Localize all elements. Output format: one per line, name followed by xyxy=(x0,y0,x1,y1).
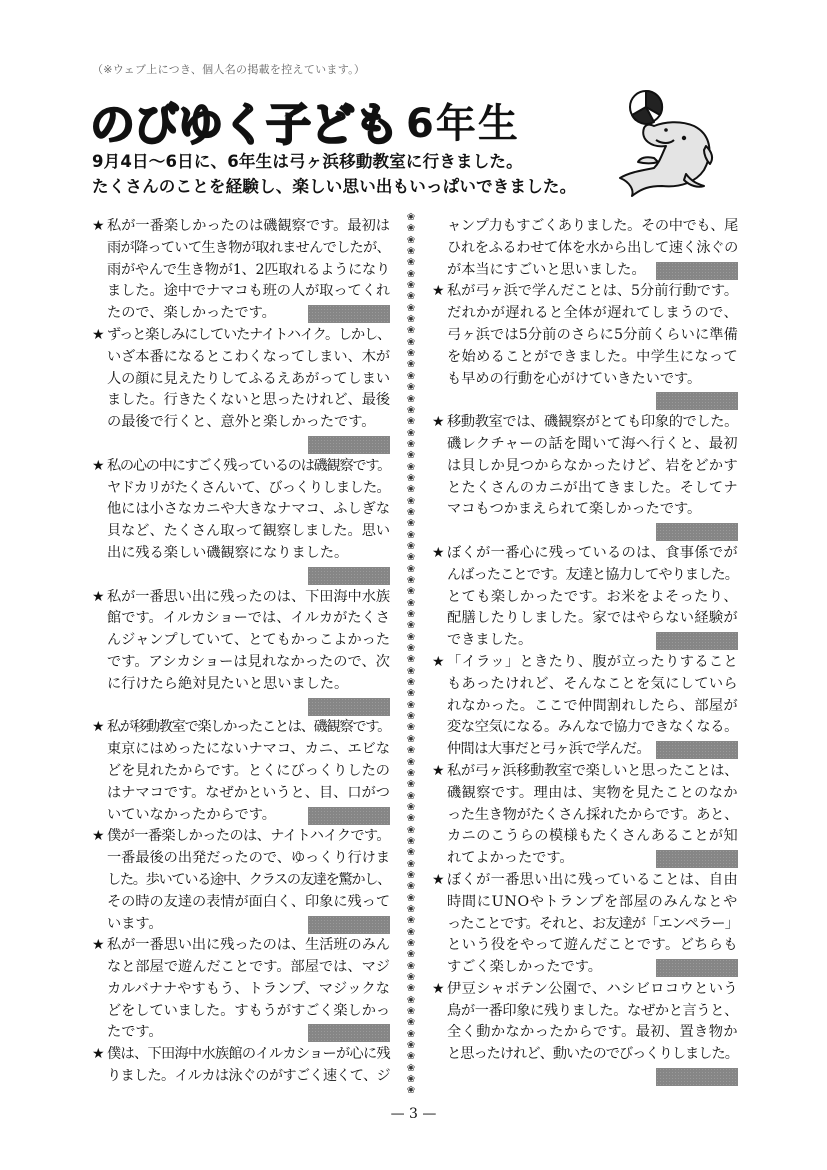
comment-entry xyxy=(92,826,392,935)
comment-entry xyxy=(432,543,740,652)
flower-icon: ❀ xyxy=(406,779,416,791)
flower-icon: ❀ xyxy=(406,1062,416,1074)
comment-line xyxy=(92,281,392,303)
comment-text: とたくさんのカニが出てきました。そしてナ xyxy=(447,479,738,496)
flower-icon: ❀ xyxy=(406,427,416,439)
dolphin-with-beach-ball-icon xyxy=(600,82,750,207)
flower-icon: ❀ xyxy=(406,1074,416,1086)
flower-icon: ❀ xyxy=(406,620,416,632)
comment-text: 変な空気になる。みんなで協力できなくなる。 xyxy=(447,719,738,736)
page-title xyxy=(90,88,520,153)
comment-line xyxy=(92,412,392,434)
comment-text: たです。 xyxy=(107,1024,163,1041)
redacted-name-box xyxy=(656,632,738,650)
comment-text: んばったことです。友達と協力してやりました。 xyxy=(447,566,738,583)
flower-icon: ❀ xyxy=(406,552,416,564)
flower-icon: ❀ xyxy=(406,472,416,484)
comment-text: マコもつかまえられて楽しかったです。 xyxy=(447,501,702,518)
comment-text: 雨がやんで生き物が1、2匹取れるようになり xyxy=(107,261,390,278)
comment-line xyxy=(432,1022,740,1044)
comment-line xyxy=(432,761,740,783)
comment-entry xyxy=(432,870,740,979)
flower-icon: ❀ xyxy=(406,994,416,1006)
comment-line xyxy=(92,979,392,1001)
comment-text: いざ本番になるとこわくなってしまい、木が xyxy=(107,348,390,365)
flower-icon: ❀ xyxy=(406,370,416,382)
comment-line xyxy=(432,587,740,609)
comment-line xyxy=(92,390,392,412)
flower-icon: ❀ xyxy=(406,393,416,405)
comment-text: 人の顔に見えたりしてふるえあがってしまい xyxy=(107,370,390,387)
star-bullet-icon: ★ xyxy=(92,326,105,343)
comment-text: 東京にはめったにないナマコ、カニ、エビな xyxy=(107,741,391,758)
comment-line xyxy=(92,674,392,696)
flower-icon: ❀ xyxy=(406,359,416,371)
comment-line xyxy=(432,303,740,325)
comment-line xyxy=(92,652,392,674)
comment-line xyxy=(432,870,740,892)
flower-icon: ❀ xyxy=(406,892,416,904)
redacted-name-box xyxy=(308,305,390,323)
comment-text: の最後で行くと、意外と楽しかったです。 xyxy=(107,414,376,431)
flower-icon: ❀ xyxy=(406,1040,416,1052)
comment-text: った生き物がたくさん採れたからです。あと、 xyxy=(447,806,738,823)
comment-text: どをしていました。すもうがすごく楽しかっ xyxy=(107,1002,390,1019)
flower-icon: ❀ xyxy=(406,733,416,745)
comment-text: 出に残る楽しい磯観察になりました。 xyxy=(107,544,349,561)
comment-entry xyxy=(432,412,740,543)
comment-line xyxy=(432,325,740,347)
flower-icon: ❀ xyxy=(406,835,416,847)
redacted-name-box xyxy=(656,523,738,541)
comment-line xyxy=(432,347,740,369)
flower-icon: ❀ xyxy=(406,1051,416,1063)
redaction-line xyxy=(92,434,392,456)
comment-entry xyxy=(92,587,392,718)
comment-text: ヤドカリがたくさんいて、びっくりしました。 xyxy=(107,479,390,496)
comment-line xyxy=(92,608,392,630)
flower-icon: ❀ xyxy=(406,1085,416,1097)
redacted-name-box xyxy=(656,392,738,410)
comment-text: ずっと楽しみにしていたナイトハイク。しかし、 xyxy=(107,326,390,343)
comment-text: ャンプ力もすごくありました。その中でも、尾 xyxy=(447,218,738,234)
comment-line xyxy=(92,543,392,565)
comment-entry xyxy=(92,1044,392,1088)
comment-text: はナマコです。なぜかというと、目、口がつ xyxy=(107,784,390,801)
comment-text: ひれをふるわせて体を水から出して速く泳ぐの xyxy=(447,239,738,256)
comment-entry xyxy=(432,979,740,1088)
comment-line xyxy=(432,892,740,914)
flower-icon: ❀ xyxy=(406,654,416,666)
privacy-note: （※ウェブ上につき、個人名の掲載を控えています。） xyxy=(92,63,366,76)
star-bullet-icon: ★ xyxy=(432,762,445,779)
comment-line xyxy=(432,957,740,979)
comment-text: 私の心の中にすごく残っているのは磯観察です。 xyxy=(107,457,390,474)
comment-text: 僕が一番楽しかったのは、ナイトハイクです。 xyxy=(107,828,390,845)
comment-line xyxy=(432,914,740,936)
comment-text: 鳥が一番印象に残りました。なぜかと言うと、 xyxy=(447,1002,738,1019)
comment-line xyxy=(92,260,392,282)
flower-icon: ❀ xyxy=(406,609,416,621)
redacted-name-box xyxy=(308,916,390,934)
comment-line xyxy=(92,630,392,652)
flower-icon: ❀ xyxy=(406,881,416,893)
comment-line xyxy=(432,1001,740,1023)
comment-text: 伊豆シャボテン公園で、ハシビロコウという xyxy=(447,980,738,997)
star-bullet-icon: ★ xyxy=(92,218,105,234)
comment-text: も早めの行動を心がけていきたいです。 xyxy=(447,370,702,387)
flower-icon: ❀ xyxy=(406,302,416,314)
star-bullet-icon: ★ xyxy=(92,719,105,736)
star-bullet-icon: ★ xyxy=(432,980,445,997)
redaction-line xyxy=(92,565,392,587)
flower-icon: ❀ xyxy=(406,495,416,507)
comment-text: たので、楽しかったです。 xyxy=(107,305,276,322)
comment-line xyxy=(432,652,740,674)
comment-text: 時間にUNOやトランプを部屋のみんなとや xyxy=(447,893,738,910)
comment-text: 私が弓ヶ浜移動教室で楽しいと思ったことは、 xyxy=(447,762,738,779)
comment-line xyxy=(92,521,392,543)
comment-text: 弓ヶ浜では5分前のさらに5分前くらいに準備 xyxy=(447,326,738,343)
flower-icon: ❀ xyxy=(406,575,416,586)
comment-text: 貝など、たくさん取って観察しました。思い xyxy=(107,523,390,540)
comment-entry xyxy=(92,935,392,1044)
comment-line xyxy=(92,870,392,892)
flower-icon: ❀ xyxy=(406,983,416,995)
comment-line xyxy=(92,478,392,500)
flower-icon: ❀ xyxy=(406,847,416,859)
comment-text: んジャンプしていて、とてもかっこよかった xyxy=(107,632,391,649)
redaction-line xyxy=(92,696,392,718)
redacted-name-box xyxy=(656,1068,738,1086)
comment-line xyxy=(92,892,392,914)
flower-icon: ❀ xyxy=(406,1017,416,1029)
flower-divider xyxy=(404,212,418,1097)
star-bullet-icon: ★ xyxy=(432,871,445,888)
redacted-name-box xyxy=(308,567,390,585)
comment-line xyxy=(92,1044,392,1066)
redaction-line xyxy=(432,390,740,412)
flower-icon: ❀ xyxy=(406,597,416,609)
flower-icon: ❀ xyxy=(406,484,416,496)
comment-line xyxy=(92,914,392,936)
redacted-name-box xyxy=(656,262,738,280)
star-bullet-icon: ★ xyxy=(92,828,105,845)
flower-icon: ❀ xyxy=(406,438,416,450)
comment-text: 私が一番楽しかったのは磯観察です。最初は xyxy=(107,218,390,234)
comment-text: と思ったけれど、動いたのでびっくりしました。 xyxy=(447,1046,738,1063)
comment-line xyxy=(432,260,740,282)
flower-icon: ❀ xyxy=(406,824,416,836)
flower-icon: ❀ xyxy=(406,801,416,813)
flower-icon: ❀ xyxy=(406,291,416,303)
flower-icon: ❀ xyxy=(406,756,416,768)
star-bullet-icon: ★ xyxy=(432,414,445,431)
star-bullet-icon: ★ xyxy=(92,588,105,605)
left-column xyxy=(92,216,392,1088)
comment-entry xyxy=(92,216,392,325)
comment-text: りました。イルカは泳ぐのがすごく速くて、ジ xyxy=(107,1068,390,1085)
comment-text: に行けたら絶対見たいと思いました。 xyxy=(107,675,349,692)
comment-line xyxy=(432,238,740,260)
comment-line xyxy=(92,935,392,957)
comment-line xyxy=(432,608,740,630)
flower-icon: ❀ xyxy=(406,268,416,280)
star-bullet-icon: ★ xyxy=(92,1046,105,1063)
flower-icon: ❀ xyxy=(406,280,416,292)
comment-text: カニのこうらの模様もたくさんあることが知 xyxy=(447,828,738,845)
comment-text: 磯レクチャーの話を聞いて海へ行くと、最初 xyxy=(447,435,739,452)
comment-line xyxy=(92,325,392,347)
comment-entry xyxy=(92,717,392,826)
flower-icon: ❀ xyxy=(406,404,416,416)
comment-entry xyxy=(432,761,740,870)
flower-icon: ❀ xyxy=(406,665,416,677)
flower-icon: ❀ xyxy=(406,212,416,223)
comment-line xyxy=(92,587,392,609)
comment-text: ぼくが一番心に残っているのは、食事係でが xyxy=(447,544,738,561)
comment-entry xyxy=(92,456,392,587)
flower-icon: ❀ xyxy=(406,540,416,552)
comment-line xyxy=(92,1001,392,1023)
flower-icon: ❀ xyxy=(406,246,416,258)
flower-icon: ❀ xyxy=(406,790,416,802)
comment-line xyxy=(432,630,740,652)
title-grade: 6年生 xyxy=(406,101,520,147)
flower-icon: ❀ xyxy=(406,938,416,949)
comment-line xyxy=(432,456,740,478)
comment-line xyxy=(92,826,392,848)
comment-line xyxy=(92,216,392,238)
flower-icon: ❀ xyxy=(406,699,416,711)
flower-icon: ❀ xyxy=(406,1006,416,1018)
comment-text: 僕は、下田海中水族館のイルカショーが心に残 xyxy=(107,1046,390,1063)
comment-line xyxy=(92,456,392,478)
comment-text: ぼくが一番思い出に残っていることは、自由 xyxy=(447,871,738,888)
comment-line xyxy=(92,848,392,870)
comment-line xyxy=(92,739,392,761)
comment-line xyxy=(432,696,740,718)
comment-text: ました。行きたくないと思ったけれど、最後 xyxy=(107,392,390,409)
comment-line xyxy=(432,565,740,587)
flower-icon: ❀ xyxy=(406,257,416,269)
flower-icon: ❀ xyxy=(406,869,416,881)
redacted-name-box xyxy=(308,698,390,716)
comment-line xyxy=(92,783,392,805)
flower-icon: ❀ xyxy=(406,518,416,530)
comment-line xyxy=(432,499,740,521)
flower-icon: ❀ xyxy=(406,858,416,870)
comment-line xyxy=(432,848,740,870)
flower-icon: ❀ xyxy=(406,461,416,473)
flower-icon: ❀ xyxy=(406,586,416,598)
comment-entry xyxy=(432,281,740,412)
star-bullet-icon: ★ xyxy=(432,653,445,670)
comment-text: 移動教室では、磯観察がとても印象的でした。 xyxy=(447,414,738,431)
comment-text: すごく楽しかったです。 xyxy=(447,959,602,976)
comment-text: 私が一番思い出に残ったのは、下田海中水族 xyxy=(107,588,390,605)
comment-line xyxy=(92,499,392,521)
comment-line xyxy=(432,216,740,238)
comment-text: れなかった。ここで仲間割れしたら、部屋が xyxy=(447,697,738,714)
redacted-name-box xyxy=(656,850,738,868)
flower-icon: ❀ xyxy=(406,722,416,734)
comment-text: ました。途中でナマコも班の人が取ってくれ xyxy=(107,283,390,300)
redacted-name-box xyxy=(656,959,738,977)
comment-text: いていなかったからです。 xyxy=(107,806,276,823)
title-bubble-text: のびゆく子ども xyxy=(90,98,399,151)
comment-line xyxy=(432,739,740,761)
comment-text: なと部屋で遊んだことです。部屋では、マジ xyxy=(107,959,390,976)
comment-entry xyxy=(432,216,740,281)
subtitle-line-1: 9月4日〜6日に、6年生は弓ヶ浜移動教室に行きました。 xyxy=(92,152,523,171)
comment-entry xyxy=(92,325,392,456)
flower-icon: ❀ xyxy=(406,529,416,541)
redaction-line xyxy=(432,1066,740,1088)
flower-icon: ❀ xyxy=(406,348,416,360)
comment-text: を始めることができました。中学生になって xyxy=(447,348,738,365)
flower-icon: ❀ xyxy=(406,314,416,326)
star-bullet-icon: ★ xyxy=(92,457,105,474)
comment-text: できました。 xyxy=(447,632,533,649)
comment-line xyxy=(432,412,740,434)
comment-text: 私が移動教室で楽しかったことは、磯観察です。 xyxy=(107,719,390,736)
flower-icon: ❀ xyxy=(406,745,416,757)
flower-icon: ❀ xyxy=(406,416,416,428)
comment-text: 一番最後の出発だったので、ゆっくり行けま xyxy=(107,850,391,867)
comment-text: とても楽しかったです。お米をよそったり、 xyxy=(447,588,738,605)
star-bullet-icon: ★ xyxy=(432,283,445,300)
star-bullet-icon: ★ xyxy=(92,937,105,954)
comment-text: が本当にすごいと思いました。 xyxy=(447,261,646,278)
flower-icon: ❀ xyxy=(406,234,416,246)
comment-line xyxy=(92,1022,392,1044)
subtitle-line-2: たくさんのことを経験し、楽しい思い出もいっぱいできました。 xyxy=(92,177,577,196)
comment-line xyxy=(92,761,392,783)
flower-icon: ❀ xyxy=(406,688,416,700)
flower-icon: ❀ xyxy=(406,336,416,348)
comment-line xyxy=(432,478,740,500)
star-bullet-icon: ★ xyxy=(432,544,445,561)
comment-text: 「イラッ」ときたり、腹が立ったりすること xyxy=(447,653,739,670)
flower-icon: ❀ xyxy=(406,767,416,779)
flower-icon: ❀ xyxy=(406,325,416,337)
comment-line xyxy=(92,303,392,325)
comment-text: れてよかったです。 xyxy=(447,850,574,867)
flower-icon: ❀ xyxy=(406,813,416,825)
redacted-name-box xyxy=(308,436,390,454)
comment-text: もあったけれど、そんなことを気にしていら xyxy=(447,675,738,692)
flower-icon: ❀ xyxy=(406,450,416,462)
flower-icon: ❀ xyxy=(406,631,416,643)
flower-icon: ❀ xyxy=(406,563,416,575)
comment-entry xyxy=(432,652,740,761)
comment-line xyxy=(432,783,740,805)
comment-line xyxy=(92,1066,392,1088)
flower-icon: ❀ xyxy=(406,677,416,689)
comment-line xyxy=(92,369,392,391)
comment-line xyxy=(92,717,392,739)
comment-line xyxy=(432,979,740,1001)
comment-text: ったことです。それと、お友達が「エンペラー」 xyxy=(447,915,738,932)
flower-icon: ❀ xyxy=(406,903,416,915)
flower-icon: ❀ xyxy=(406,960,416,972)
flower-icon: ❀ xyxy=(406,972,416,984)
comment-line xyxy=(432,717,740,739)
comment-line xyxy=(92,957,392,979)
redacted-name-box xyxy=(308,1024,390,1042)
comment-text: 仲間は大事だと弓ヶ浜で学んだ。 xyxy=(447,741,650,758)
comment-text: います。 xyxy=(107,915,163,932)
comment-text: 配膳したりしました。家ではやらない経験が xyxy=(447,610,738,627)
comment-line xyxy=(432,674,740,696)
comment-text: 私が弓ヶ浜で学んだことは、5分前行動です。 xyxy=(447,283,738,300)
comment-text: 私が一番思い出に残ったのは、生活班のみん xyxy=(107,937,390,954)
comment-line xyxy=(432,369,740,391)
comment-line xyxy=(432,434,740,456)
flower-icon: ❀ xyxy=(406,915,416,927)
comment-text: です。アシカショーは見れなかったので、次 xyxy=(107,653,390,670)
comment-text: した。歩いている途中、クラスの友達を驚かし、 xyxy=(107,871,390,888)
comment-text: カルバナナやすもう、トランプ、マジックな xyxy=(107,980,391,997)
comment-line xyxy=(432,826,740,848)
comment-text: その時の友達の表情が面白く、印象に残って xyxy=(107,893,391,910)
comment-line xyxy=(432,805,740,827)
comment-text: 館です。イルカショーでは、イルカがたくさ xyxy=(107,610,390,627)
flower-icon: ❀ xyxy=(406,1028,416,1040)
comment-line xyxy=(92,347,392,369)
comment-line xyxy=(432,935,740,957)
comment-line xyxy=(432,543,740,565)
comment-line xyxy=(432,1044,740,1066)
redaction-line xyxy=(432,521,740,543)
comment-text: という役をやって遊んだことです。どちらも xyxy=(447,937,738,954)
comment-text: は貝しか見つからなかったけど、岩をどかす xyxy=(447,457,738,474)
comment-text: 磯観察です。理由は、実物を見たことのなか xyxy=(447,784,738,801)
comment-line xyxy=(432,281,740,303)
comment-text: 全く動かなかったからです。最初、置き物か xyxy=(447,1024,738,1041)
flower-icon: ❀ xyxy=(406,506,416,518)
redacted-name-box xyxy=(656,741,738,759)
page-number: — 3 — xyxy=(390,1106,437,1122)
redacted-name-box xyxy=(308,807,390,825)
comment-text: 他には小さなカニや大きなナマコ、ふしぎな xyxy=(107,501,391,518)
flower-icon: ❀ xyxy=(406,643,416,655)
comment-text: どを見れたからです。とくにびっくりしたの xyxy=(107,762,390,779)
comment-text: だれかが遅れると全体が遅れてしまうので、 xyxy=(447,305,739,322)
comment-line xyxy=(92,238,392,260)
flower-icon: ❀ xyxy=(406,949,416,961)
flower-icon: ❀ xyxy=(406,382,416,394)
comment-line xyxy=(92,805,392,827)
right-column xyxy=(432,216,740,1088)
flower-icon: ❀ xyxy=(406,711,416,723)
flower-icon: ❀ xyxy=(406,223,416,235)
flower-icon: ❀ xyxy=(406,926,416,938)
comment-text: 雨が降っていて生き物が取れませんでしたが、 xyxy=(107,239,390,256)
